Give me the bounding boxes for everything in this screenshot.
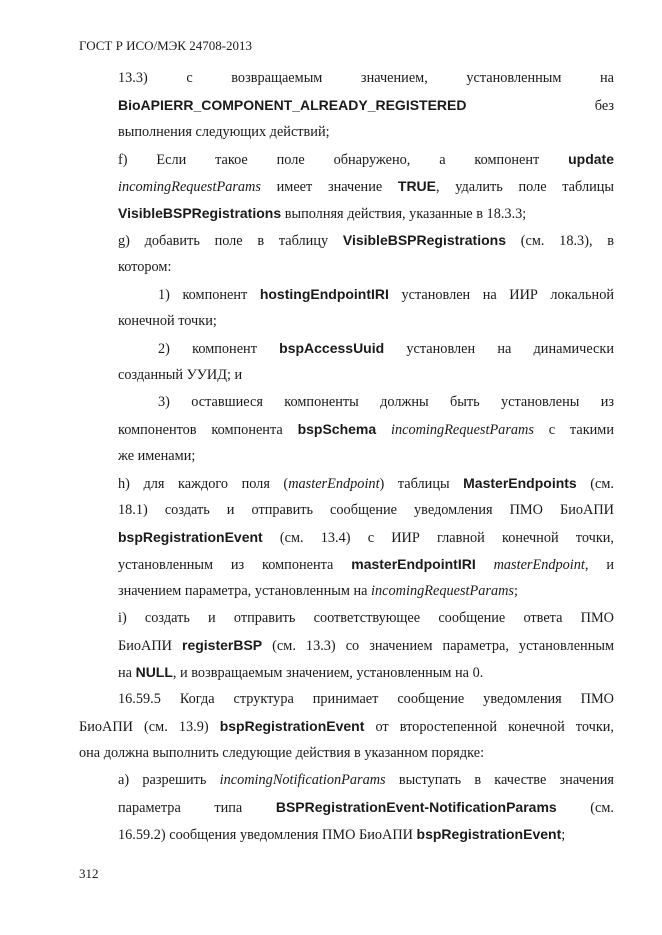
code-identifier: TRUE (397, 178, 437, 194)
text-segment: ; (513, 583, 518, 599)
text-segment (376, 422, 391, 438)
italic-term: masterEndpoint (493, 557, 585, 573)
text-line (118, 97, 614, 114)
text-segment: 2) компонент (158, 341, 280, 357)
text-segment: (см. 13.3) со значением параметра, установленным (262, 638, 614, 654)
code-identifier: bspRegistrationEvent (219, 718, 365, 734)
code-identifier: VisibleBSPRegistrations (342, 232, 506, 248)
text-segment: компонентов компонента (118, 422, 298, 438)
code-identifier: BSPRegistrationEvent-NotificationParams (275, 799, 557, 815)
text-line (118, 421, 614, 438)
text-segment: же именами; (118, 448, 196, 464)
italic-term: incomingRequestParams (371, 583, 514, 599)
text-segment: 18.1) создать и отправить сообщение уведомления ПМО БиоАПИ (118, 502, 614, 518)
text-segment: g) добавить поле в таблицу (118, 233, 343, 249)
code-identifier: VisibleBSPRegistrations (118, 205, 282, 221)
text-segment: (см. (556, 800, 614, 816)
text-line (118, 448, 614, 465)
code-identifier: hostingEndpointIRI (259, 286, 389, 302)
code-identifier: registerBSP (182, 637, 263, 653)
text-segment: БиоАПИ (118, 638, 182, 654)
text-line (118, 178, 614, 195)
text-line (158, 394, 614, 411)
text-segment: без (466, 98, 614, 114)
text-segment: , и возвращаемым значением, установленным на 0. (172, 665, 484, 681)
text-segment: i) создать и отправить соответствующее сообщение ответа ПМО (118, 610, 614, 626)
text-segment: конечной точки; (118, 313, 217, 329)
text-line (118, 232, 614, 249)
text-line (118, 610, 614, 627)
text-line (118, 367, 614, 384)
text-segment: 3) оставшиеся компоненты должны быть установлены из (158, 394, 614, 410)
text-line (118, 502, 614, 519)
text-segment: (см. (576, 476, 614, 492)
text-segment: котором: (118, 259, 172, 275)
text-segment: 16.59.5 Когда структура принимает сообщение уведомления ПМО (118, 691, 614, 707)
text-segment: БиоАПИ (см. 13.9) (79, 719, 220, 735)
text-line (118, 70, 614, 87)
text-segment: выполнения следующих действий; (118, 124, 330, 140)
code-identifier: update (568, 151, 614, 167)
text-segment: на (118, 665, 136, 681)
text-line (118, 151, 614, 168)
italic-term: incomingNotificationParams (219, 772, 386, 788)
italic-term: incomingRequestParams (118, 179, 261, 195)
text-segment: ) таблицы (379, 476, 464, 492)
text-segment: 16.59.2) сообщения уведомления ПМО БиоАПИ (118, 827, 417, 843)
text-segment: установлен на ИИР локальной (388, 287, 614, 303)
text-segment: (см. 13.4) с ИИР главной конечной точки, (262, 530, 614, 546)
running-header: ГОСТ Р ИСО/МЭК 24708-2013 (79, 38, 253, 53)
text-line (118, 583, 614, 600)
italic-term: masterEndpoint (288, 476, 380, 492)
text-line (118, 124, 614, 141)
text-segment: 1) компонент (158, 287, 260, 303)
text-line (158, 340, 614, 357)
text-line (118, 772, 614, 789)
text-segment: имеет значение (260, 179, 398, 195)
text-segment: (см. 18.3), в (506, 233, 614, 249)
text-line (118, 205, 614, 222)
text-line (158, 286, 614, 303)
code-identifier: MasterEndpoints (463, 475, 577, 491)
text-line (118, 799, 614, 816)
text-line (79, 718, 614, 735)
text-segment: выполняя действия, указанные в 18.3.3; (281, 206, 527, 222)
text-segment: она должна выполнить следующие действия в указанном порядке: (79, 745, 485, 761)
text-segment: от второстепенной конечной точки, (364, 719, 614, 735)
text-line (79, 745, 614, 762)
text-segment: созданный УУИД; и (118, 367, 243, 383)
code-identifier: bspSchema (297, 421, 377, 437)
text-segment (476, 557, 494, 573)
text-line (118, 637, 614, 654)
code-identifier: bspAccessUuid (279, 340, 385, 356)
page-number: 312 (79, 866, 99, 881)
code-identifier: BioAPIERR_COMPONENT_ALREADY_REGISTERED (118, 97, 467, 113)
text-segment: ; (561, 827, 566, 843)
text-segment: установлен на динамически (384, 341, 614, 357)
text-segment: установленным из компонента (118, 557, 352, 573)
italic-term: incomingRequestParams (390, 422, 534, 438)
text-line (118, 691, 614, 708)
code-identifier: bspRegistrationEvent (118, 529, 263, 545)
text-line (118, 259, 614, 276)
text-segment: , удалить поле таблицы (436, 179, 614, 195)
text-segment: f) Если такое поле обнаружено, а компонент (118, 152, 569, 168)
code-identifier: masterEndpointIRI (351, 556, 476, 572)
text-segment: параметра типа (118, 800, 276, 816)
text-line (118, 556, 614, 573)
text-segment: a) разрешить (118, 772, 220, 788)
text-line (118, 664, 614, 681)
text-line (118, 826, 614, 843)
code-identifier: NULL (135, 664, 173, 680)
text-line (118, 529, 614, 546)
text-segment: значением параметра, установленным на (118, 583, 372, 599)
text-line (118, 313, 614, 330)
text-segment: с такими (533, 422, 614, 438)
text-line (118, 475, 614, 492)
text-segment: 13.3) с возвращаемым значением, установленным на (118, 70, 614, 86)
text-segment: выступать в качестве значения (385, 772, 614, 788)
text-segment: , и (584, 557, 614, 573)
code-identifier: bspRegistrationEvent (416, 826, 562, 842)
text-segment: h) для каждого поля ( (118, 476, 289, 492)
